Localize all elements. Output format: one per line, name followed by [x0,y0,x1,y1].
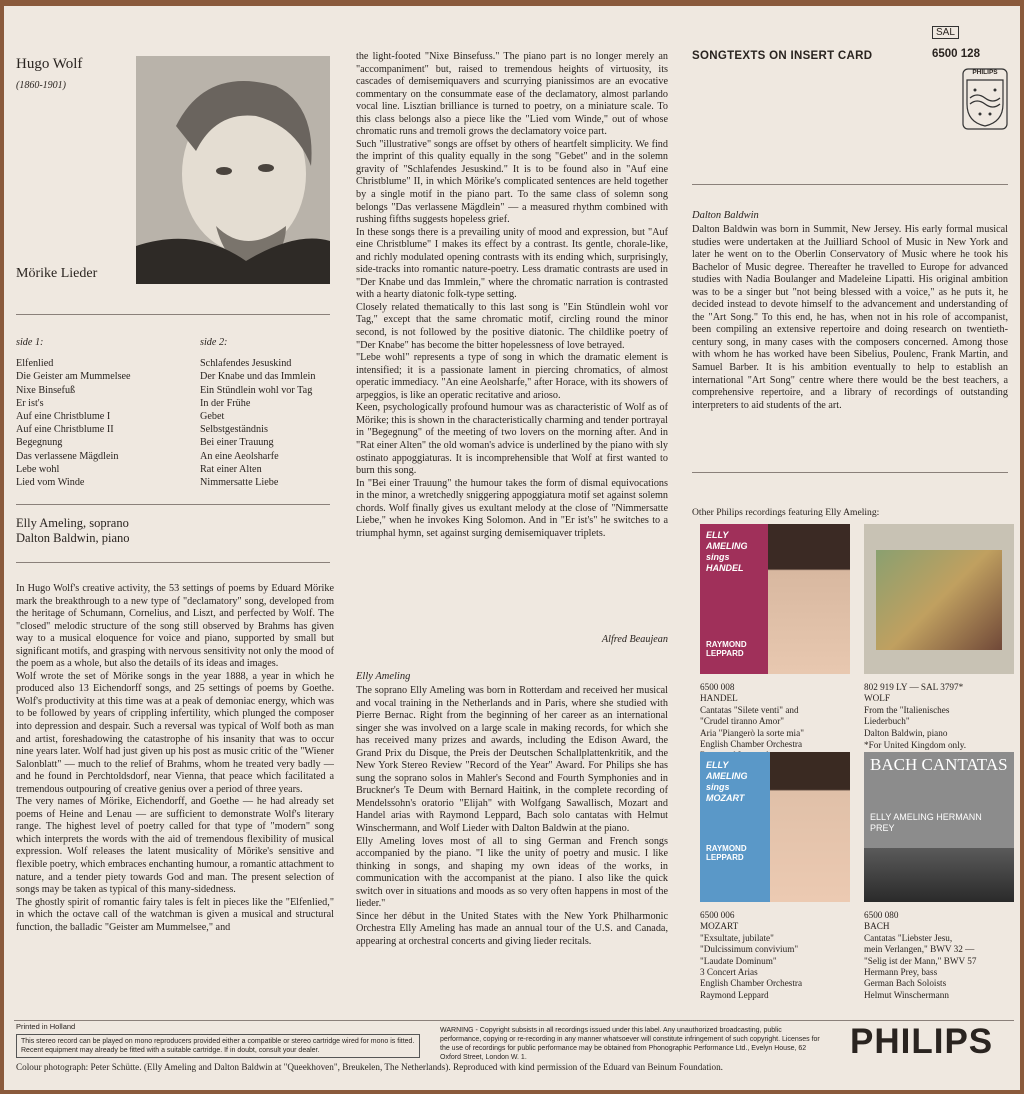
catalog-number: 6500 128 [932,48,980,60]
cover-title: BACH CANTATAS [870,755,1008,774]
sal-code: SAL [932,26,959,39]
caption-line: Dalton Baldwin, piano [864,727,948,738]
recording-caption [864,910,1014,1001]
songtexts-note: SONGTEXTS ON INSERT CARD [692,50,873,62]
composer-name: Hugo Wolf [16,56,83,72]
uk-note: *For United Kingdom only. [864,740,966,750]
performers [16,516,130,546]
track: Schlafendes Jesuskind [200,358,292,370]
footer-divider [14,1020,1014,1021]
cover-photo [768,524,850,674]
track: Ein Stündlein wohl vor Tag [200,384,313,396]
bio-paragraph: The soprano Elly Ameling was born in Rotterdam and received her musical and vocal training in the Netherlands and in Paris, where she studied with Pierre Bernac. Right from the beginning of her career as an international singer she was involved on a large scale in making records, for which she has received many prizes and awards, including the Edison Award, the Grand Prix du Disque, the Preis der Deutschen Schallplattenkritik, and the New York Stereo Review "Record of the Year" Award. For Philips she has sung the soprano solos in Mahler's Second and Fourth Symphonies and in Bruckner's Te Deum with Bernard Haitink, in the complete recording of Mendelssohn's oratorio "Elijah" with Wolfgang Sawallisch, Mozart and Handel arias with Raymond Leppard, Bach solo cantatas with Helmut Winschermann, and Wolf Lieder with Dalton Baldwin at the piano. [356,685,668,835]
caption-line: 3 Concert Arias [700,967,758,978]
track: Lied vom Winde [16,477,85,489]
essay-paragraph: In these songs there is a prevailing unity of mood and expression, but "Auf eine Christblume" I makes its effect by a contrast. Its gentle, chorale-like, and richly modulated opening contrasts with its ending which, surprisingly, side-tracks into romantic nature-poetry. Less dramatic contrasts are used in "Der Knabe und das Immlein," where the chromatic narration is contrasted with a hearty diatonic folk-type setting. [356,226,668,301]
essay-paragraph: Wolf wrote the set of Mörike songs in the year 1888, a year in which he produced also 13 Eichendorff songs, and 25 settings of poems by Goethe. Wolf's productivity at this time was at a peak of demoniac energy, which was to be followed by years of crippling infertility, which plunged the composer into depression and despair. Such a reversal was typical of Wolf both as man and artist, foreshadowing the catastrophe of his insanity that was to occur nine years later. Wolf had just given up his post as music critic of the "Wiener Salonblatt" — much to the relief of Brahms, whom he treated very badly — and he found in Perchtoldsdorf, near Vienna, that peace which facilitated a tremendous outpouring of creative genius over a period of three years. [16,670,334,795]
printed-in: Printed in Holland [16,1022,76,1031]
caption-line: "Crudel tiranno Amor" [700,716,785,727]
track: In der Frühe [200,397,251,409]
essay-author: Alfred Beaujean [601,634,668,645]
track: Elfenlied [16,358,54,370]
caption-line: "Exsultate, jubilate" [700,932,774,943]
side1-list [16,336,196,489]
track: Nimmersatte Liebe [200,477,279,489]
cover-subtitle: ELLY AMELING HERMANN PREY [870,812,982,833]
essay-paragraph: The very names of Mörike, Eichendorff, and Goethe — he had already set poems of Heine and Lenau — are sufficient to demonstrate Wolf's literary range. The highest level of poetry called for that type of "modern" song which interprets the words with the aid of tremendous flexibility of musical expression. Wolf releases the latent musicality of Mörike's sensitive and flexible poetry, which embraces enchanting humour, a romantic attachment to nature, and a tender piety towards God and man. The present selection of songs may be taken as typical of this many-sidedness. [16,796,334,896]
caption-line: 6500 006 [700,910,735,920]
track: An eine Aeolsharfe [200,450,279,462]
bio-paragraph: Elly Ameling loves most of all to sing German and French songs accompanied by the piano. "I like the unity of poetry and music. I like thinking in songs, and shaping my own ideas of the works, in communication with the accompanist at the piano. I also like the quick switch over in situations and moods as so very often happens in most of the lieder." [356,835,668,910]
track: Gebet [200,411,225,423]
caption-line: HANDEL [700,693,738,704]
caption-line: Hermann Prey, bass [864,967,938,978]
essay-column-2 [356,51,668,540]
recording-caption [864,682,1014,739]
album-cover-wolf[interactable] [864,524,1014,674]
side1-label: side 1: [16,337,44,348]
philips-shield-icon [962,68,1008,130]
photo-credits: Colour photograph: Peter Schütte. (Elly Ameling and Dalton Baldwin at "Queekhoven", Breukelen, The Netherlands). Reproduced with kind permission of the Eduard van Beinum Foundation. [16,1062,723,1072]
performer-soprano: Elly Ameling, soprano [16,516,129,530]
essay-paragraph: In Hugo Wolf's creative activity, the 53 settings of poems by Eduard Mörike mark the breakthrough to a new type of "declamatory" song, developed from the heritage of Schumann, Cornelius, and Liszt, and perfected by Wolf. The "closed" melodic structure of the song still observed by Brahms has given way to a musical eloquence for voice and piano, supported by small but significant motifs, and grasping with nervous sensitivity not only the mood of the poem as a whole, but also the details of its ideas and images. [16,583,334,670]
copyright-warning: WARNING - Copyright subsists in all recordings issued under this label. Any unauthorized broadcasting, public performance, copying or re-recording in any manner whatsoever will constitute infringement of such copyright. Licenses for the use of recordings for public performance may be obtained from Phonographic Performance Ltd., Evelyn House, 62 Oxford Street, London W. 1. [440,1027,820,1061]
divider [692,472,1008,473]
baldwin-heading: Dalton Baldwin [692,210,759,221]
essay-column-1 [16,583,334,934]
caption-line: English Chamber Orchestra [700,739,803,750]
caption-line: Cantatas "Liebster Jesu, [864,932,953,943]
other-recordings-heading: Other Philips recordings featuring Elly Ameling: [692,507,880,518]
essay-paragraph: In "Bei einer Trauung" the humour takes the form of dismal equivocations in the minor, a wretchedly sniggering appoggiatura motif set against solemn chords. Wolf finally gives us exultant melody at the close of "Nimmersatte Liebe," when he invokes King Solomon. And in "Er ist's" he switches to a triumphal hymn, set against surging demisemiquaver triplets. [356,477,668,539]
portrait-image [136,56,330,284]
caption-line: "Laudate Dominum" [700,955,777,966]
divider [692,184,1008,185]
side2-label: side 2: [200,337,228,348]
track: Lebe wohl [16,463,60,475]
caption-line: 802 919 LY — SAL 3797* [864,682,964,692]
shield-logo-icon [962,68,1008,130]
caption-line: MOZART [700,921,739,932]
caption-line: BACH [864,921,890,932]
side2-list [200,336,340,489]
caption-line: Cantatas "Silete venti" and [700,704,799,715]
bio-paragraph: Since her début in the United States with the New York Philharmonic Orchestra Elly Ameling has made an annual tour of the U.S. and Canada, appearing at orchestral concerts and giving lieder recitals. [356,910,668,947]
essay-paragraph: The ghostly spirit of romantic fairy tales is felt in pieces like the "Elfenlied," in which the octave call of the watchman is given a musical and structural function, the balladic "Geister am Mummelsee," and [16,896,334,933]
performer-piano: Dalton Baldwin, piano [16,531,130,545]
caption-line: WOLF [864,693,891,704]
album-cover-handel[interactable] [700,524,850,674]
track: Das verlassene Mägdlein [16,450,119,462]
album-cover-mozart[interactable] [700,752,850,902]
track: Selbstgeständnis [200,424,268,436]
album-back-cover [4,6,1020,1090]
track: Auf eine Christblume II [16,424,114,436]
baldwin-bio: Dalton Baldwin was born in Summit, New Jersey. His early formal musical studies were undertaken at the Juilliard School of Music in New York and later he went on to the Oberlin Conservatory of Music where he took his Bachelor of Music degree. Thereafter he travelled to Europe for advanced studies with Nadia Boulanger and Madeleine Lipatti. His original ambition was to be a singer but "not being blessed with a voice," as he puts it, he decided instead to devote himself to the advancement and understanding of the "Art Song." To this end, he has, when not in his role of accompanist, been compiling an extensive repertoire and doing research on twentieth-century song, in many cases with the composers concerned. Among those with whom he has worked have been Sibelius, Poulenc, Frank Martin, and Samuel Barber. It is his ambition eventually to help to establish an international "Art Song" centre where there would be the best teachers, a comprehensive repertoire, and a library of recordings of outstanding interpreters to aid students of the art. [692,224,1008,411]
caption-line: English Chamber Orchestra [700,978,803,989]
track: Die Geister am Mummelsee [16,371,131,383]
cover-subtitle: RAYMOND LEPPARD [706,640,747,658]
caption-line: Helmut Winschermann [864,989,949,1000]
ameling-heading: Elly Ameling [356,671,411,682]
composer-dates: (1860-1901) [16,80,66,91]
cover-title: ELLY AMELING sings MOZART [706,760,748,803]
track: Der Knabe und das Immlein [200,371,316,383]
caption-line: 6500 008 [700,682,735,692]
composer-portrait [136,56,330,284]
caption-line: 6500 080 [864,910,899,920]
essay-paragraph: Closely related thematically to this last song is "Ein Stündlein wohl vor Tag," except that the same chromatic motif, circling round the minor second, is not followed by the positive diatonic. The childlike poetry of "Der Knabe" has become the bitter hopelessness of love betrayed. [356,301,668,351]
work-title: Mörike Lieder [16,266,98,281]
caption-line: Liederbuch" [864,716,910,727]
caption-line: "Selig ist der Mann," BWV 57 [864,955,977,966]
essay-paragraph: Keen, psychologically profound humour was as characteristic of Wolf as of Mörike; this is shown in the characteristically charming and tender portrayal in "Begegnung" of the meeting of two lovers on the morning after. And in "Rat einer Alten" the old woman's advice is underlined by the piano with sly ostinato appoggiaturas. It is incomprehensible that Wolf at first wanted to burn this song. [356,402,668,477]
caption-line: German Bach Soloists [864,978,947,989]
caption-line: "Dulcissimum convivium" [700,944,799,955]
album-cover-bach[interactable] [864,752,1014,902]
essay-paragraph: the light-footed "Nixe Binsefuss." The piano part is no longer merely an "accompaniment" but, raised to tremendous heights of virtuosity, its cascades of demisemiquavers and scurrying pianissimos are an evocative commentary on the consummate ease of the declamatory, almost parlando vocal line. Lisztian brilliance is turned to poetry, on a miniature scale. To this class belongs also a piece like the "Lied vom Winde," out of whose chromatic runs and tremoli grows the declamatory voice part. [356,51,668,138]
track: Auf eine Christblume I [16,411,111,423]
caption-line: Raymond Leppard [700,989,769,1000]
philips-wordmark: PHILIPS [850,1022,994,1061]
divider [16,562,330,563]
track: Bei einer Trauung [200,437,274,449]
divider [16,504,330,505]
caption-line: From the "Italienisches [864,704,950,715]
cover-photo [864,848,1014,902]
track: Rat einer Alten [200,463,262,475]
ameling-bio [356,685,668,948]
track: Nixe Binsefuß [16,384,76,396]
cover-photo [770,752,850,902]
recording-caption [700,910,860,1001]
divider [16,314,330,315]
recording-caption [700,682,860,762]
cover-artwork [876,550,1002,650]
shield-brand-text: PHILIPS [972,69,998,76]
track: Er ist's [16,397,44,409]
cover-subtitle: RAYMOND LEPPARD [706,844,747,862]
cover-title: ELLY AMELING sings HANDEL [706,530,748,573]
track: Begegnung [16,437,63,449]
stereo-notice: This stereo record can be played on mono reproducers provided either a compatible or stereo cartridge wired for mono is fitted. Recent equipment may already be fitted with a suitable cartridge. If in doubt, consult your dealer. [16,1034,420,1058]
caption-line: mein Verlangen," BWV 32 — [864,944,975,955]
essay-paragraph: Such "illustrative" songs are offset by others of heartfelt simplicity. We find the imprint of this quality equally in the song "Gebet" and in the solemn gravity of "Schlafendes Jesuskind." It is to be found also in "Auf eine Christblume" II, in which Mörike's complicated sentences are held together by a single motif in the piano part. To the same class of solemn song belongs "Das verlassene Mägdlein" — a measured rhythm combined with rushing fifths suggests hopeless grief. [356,138,668,226]
essay-paragraph: "Lebe wohl" represents a type of song in which the dramatic element is intensified; it is a passionate lament in piercing chromatics, of almost operatic immediacy. "An eine Aeolsharfe," after Horace, with its showers of arpeggios, is like an operatic recitative and arioso. [356,352,668,401]
caption-line: Aria "Piangerò la sorte mia" [700,727,804,738]
